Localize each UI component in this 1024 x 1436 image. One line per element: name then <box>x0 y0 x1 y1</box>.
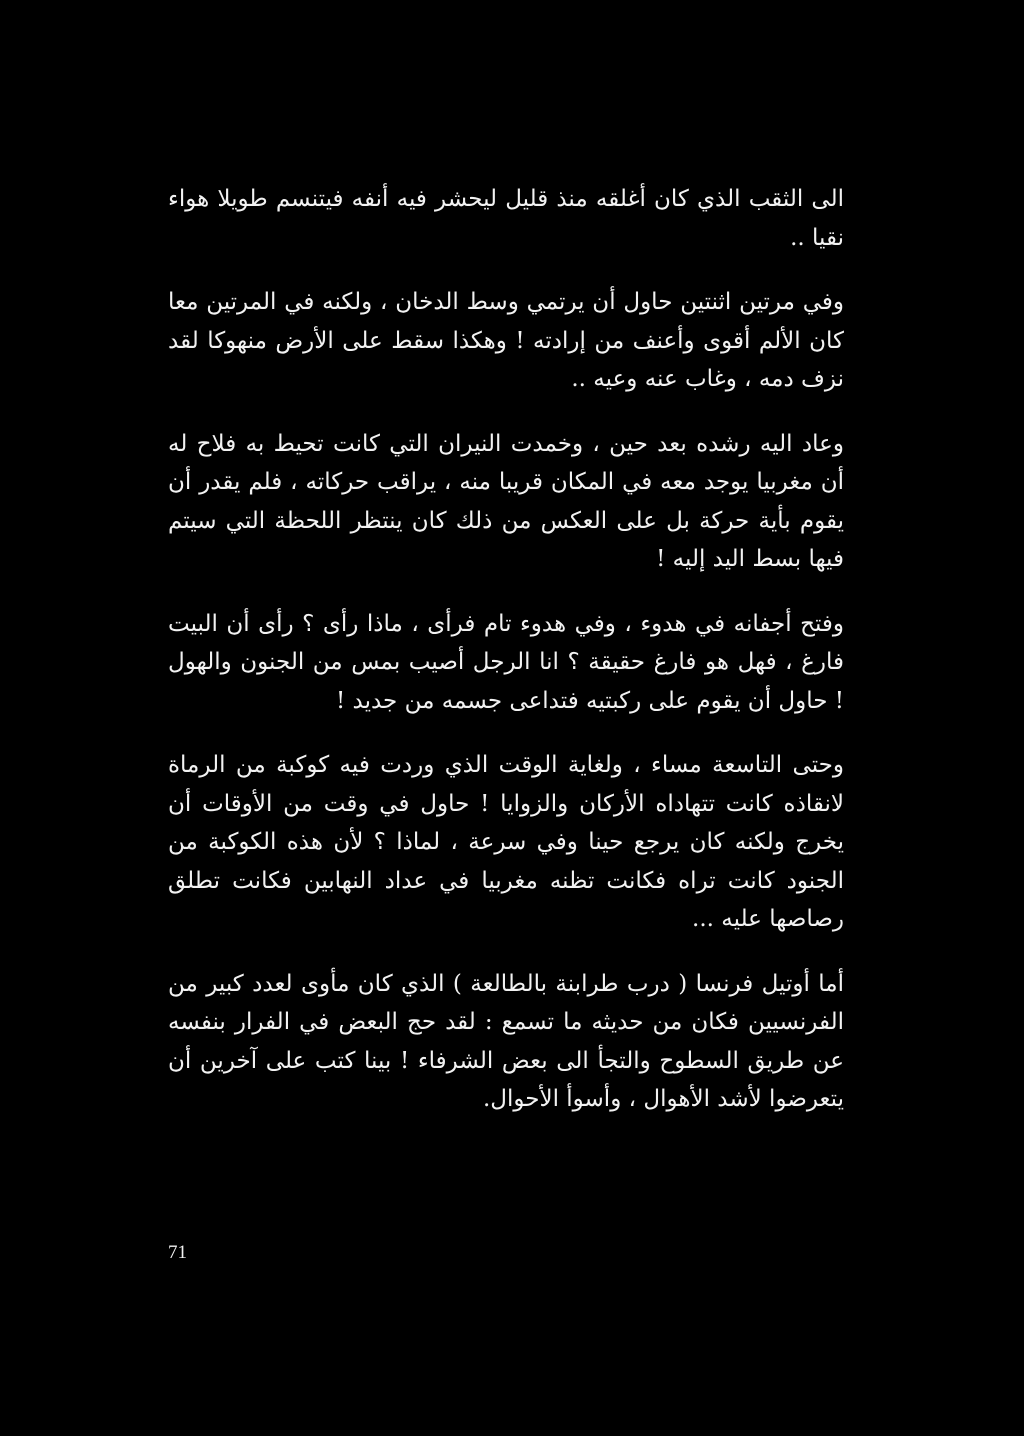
paragraph-3: وعاد اليه رشده بعد حين ، وخمدت النيران التي كانت تحيط به فلاح له أن مغربيا يوجد معه في المكان قريبا منه ، يراقب حركاته ، فلم يقدر أن يقوم بأية حركة بل على العكس من ذلك كان ينتظر اللحظة التي سيتم فيها بسط اليد إليه ! <box>168 430 844 572</box>
page-number: 71 <box>168 1242 187 1263</box>
paragraph-4: وفتح أجفانه في هدوء ، وفي هدوء تام فرأى ، ماذا رأى ؟ رأى أن البيت فارغ ، فهل هو فارغ حقيقة ؟ انا الرجل أصيب بمس من الجنون والهول ! حاول أن يقوم على ركبتيه فتداعى جسمه من جديد ! <box>168 610 844 714</box>
paragraph-6: أما أوتيل فرنسا ( درب طرابنة بالطالعة ) الذي كان مأوى لعدد كبير من الفرنسيين فكان من حديثه ما تسمع : لقد حج البعض في الفرار بنفسه عن طريق السطوح والتجأ الى بعض الشرفاء ! بينا كتب على آخرين أن يتعرضوا لأشد الأهوال ، وأسوأ الأحوال. <box>168 970 844 1112</box>
body-text <box>168 180 844 1145</box>
paragraph-2: وفي مرتين اثنتين حاول أن يرتمي وسط الدخان ، ولكنه في المرتين معا كان الألم أقوى وأعنف من إرادته ! وهكذا سقط على الأرض منهوكا لقد نزف دمه ، وغاب عنه وعيه .. <box>168 289 844 392</box>
paragraph-1: الى الثقب الذي كان أغلقه منذ قليل ليحشر فيه أنفه فيتنسم طويلا هواء نقيا .. <box>168 186 844 251</box>
paragraph-5: وحتى التاسعة مساء ، ولغاية الوقت الذي وردت فيه كوكبة من الرماة لانقاذه كانت تتهاداه الأركان والزوايا ! حاول في وقت من الأوقات أن يخرج ولكنه كان يرجع حينا وفي سرعة ، لماذا ؟ لأن هذه الكوكبة من الجنود كانت تراه فكانت تظنه مغربيا في عداد النهابين فكانت تطلق رصاصها عليه ... <box>168 752 844 932</box>
